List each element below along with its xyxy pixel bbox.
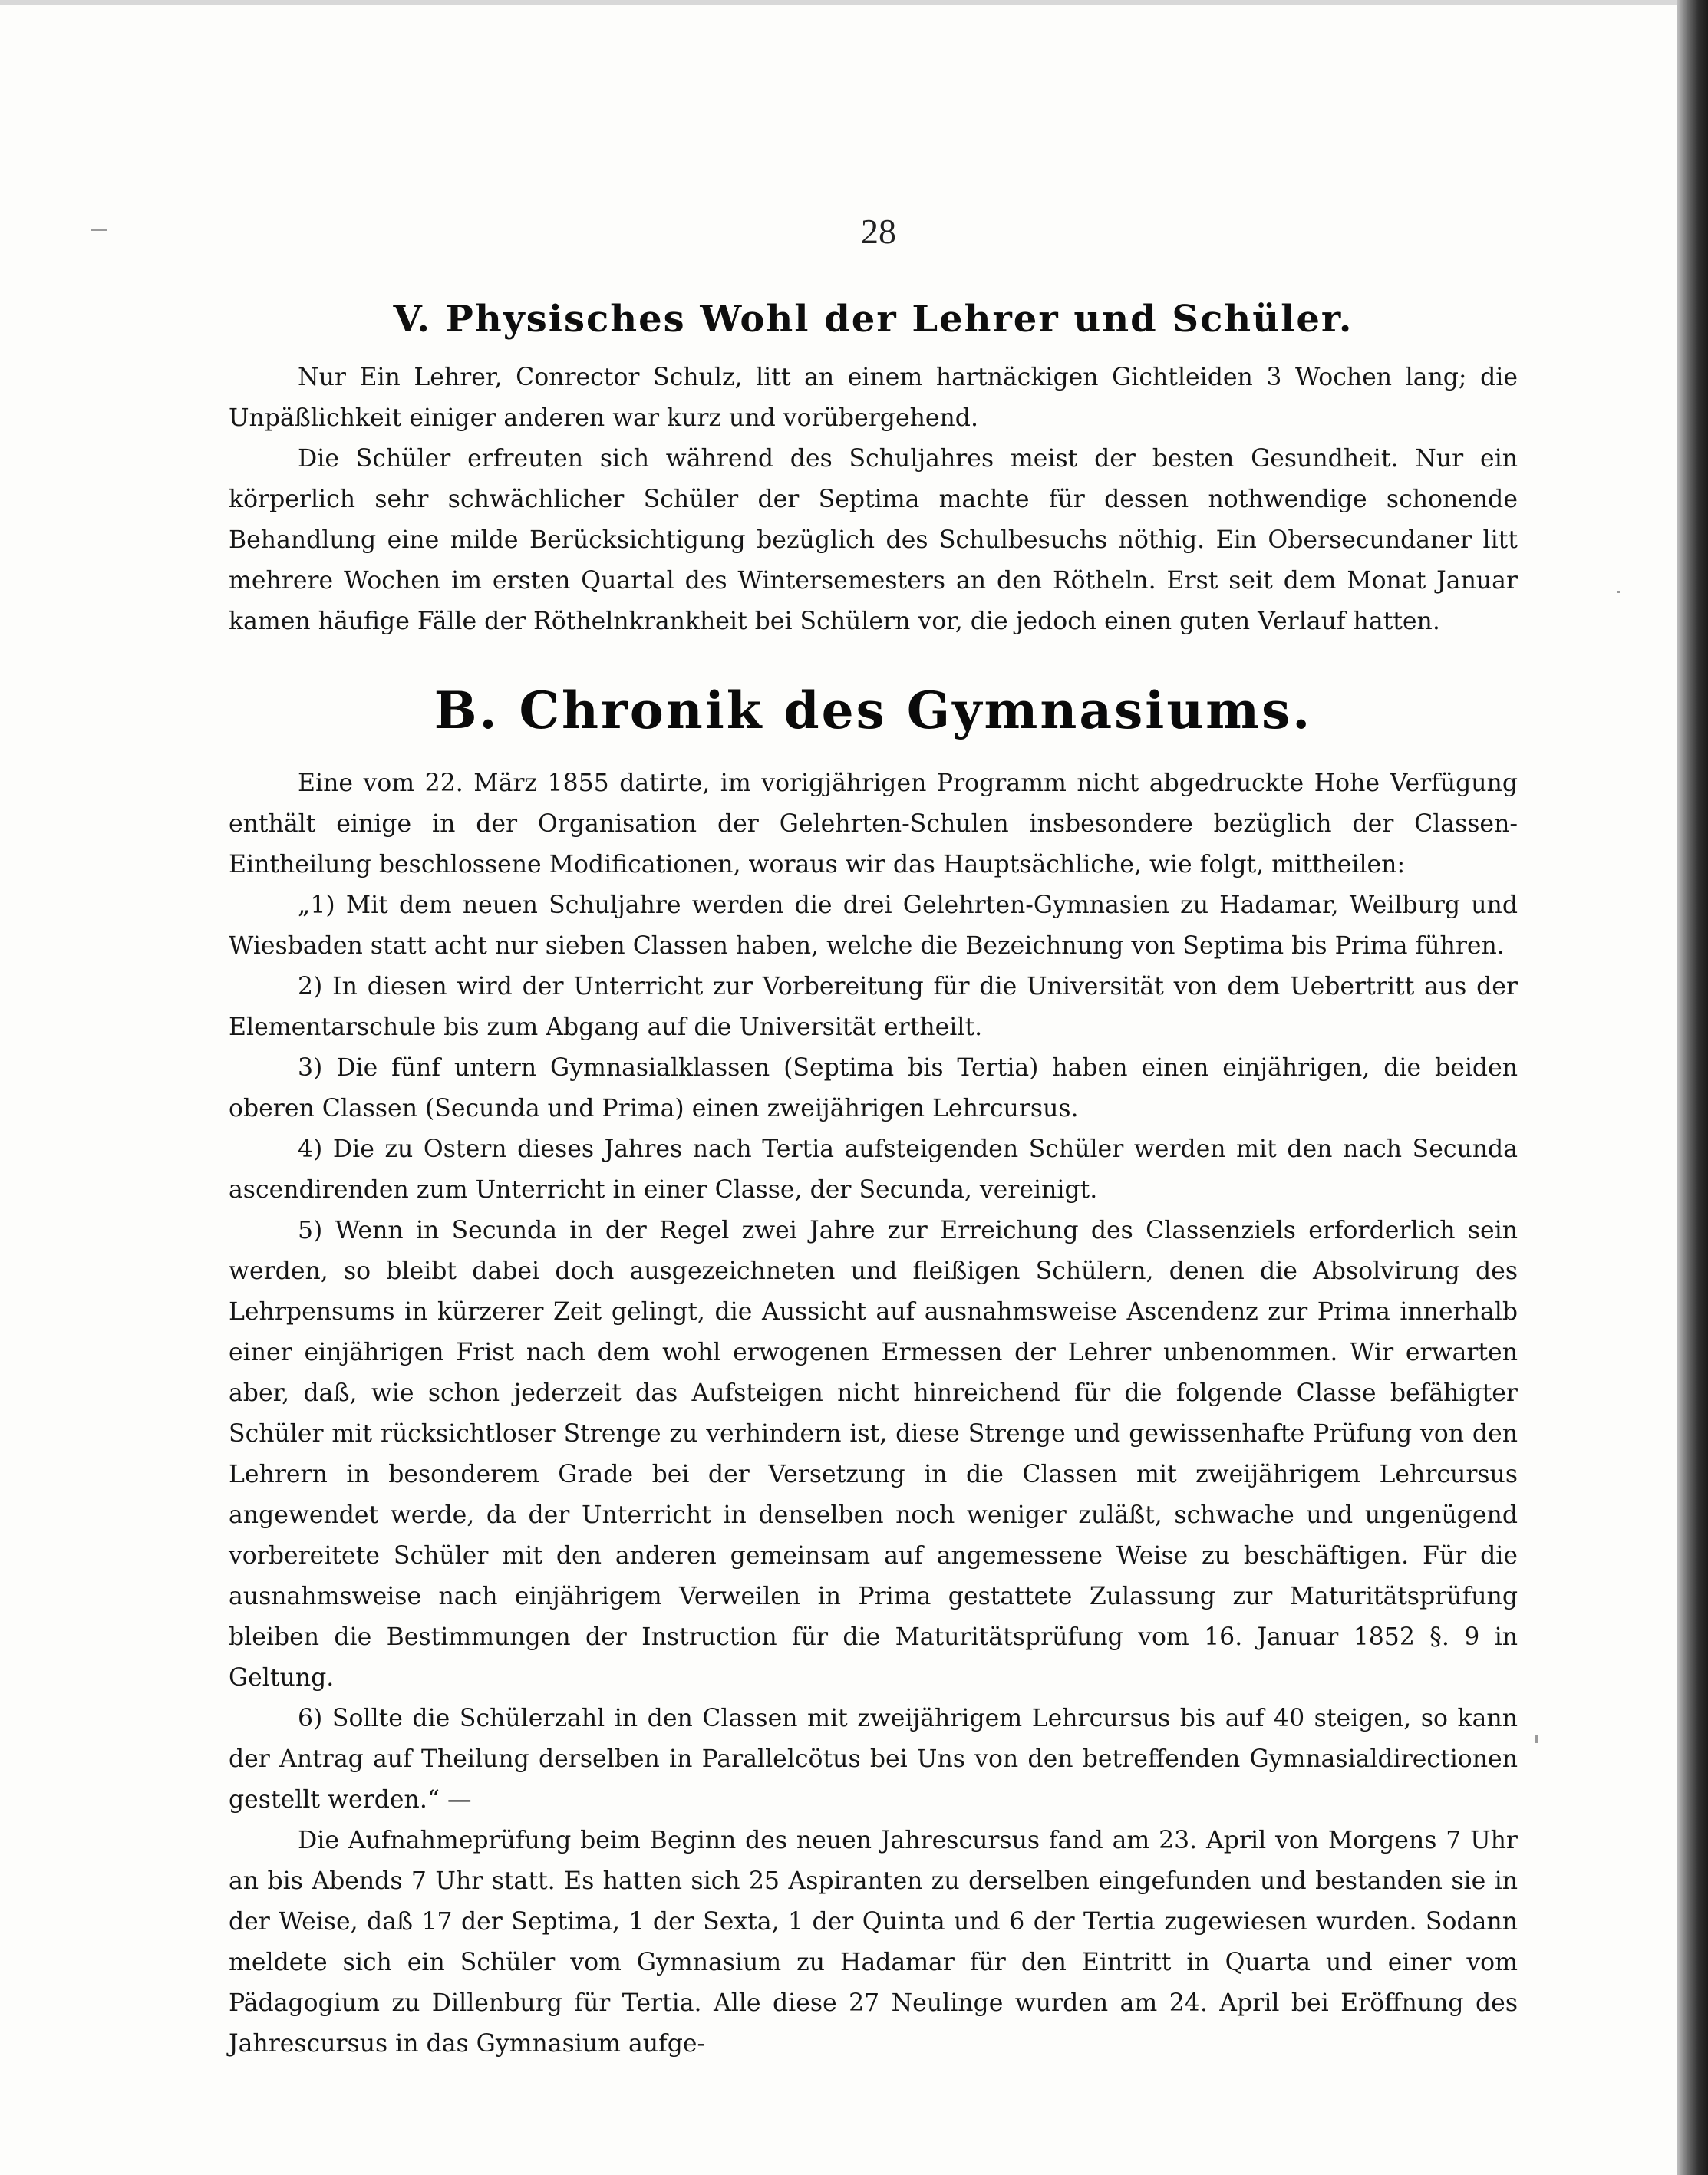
main-text — [229, 284, 1518, 2065]
scan-speck — [91, 229, 107, 231]
scan-border-top — [0, 0, 1708, 5]
paragraph: 3) Die fünf untern Gymnasialklassen (Septima bis Tertia) haben einen einjährigen, die beiden oberen Classen (Secunda und Prima) einen zweijährigen Lehrcursus. — [229, 1054, 1518, 1122]
scan-speck — [1617, 591, 1620, 593]
section-heading-chronicle: B. Chronik des Gymnasiums. — [434, 681, 1313, 740]
paragraph: 6) Sollte die Schülerzahl in den Classen mit zweijährigem Lehrcursus bis auf 40 steigen, so kann der Antrag auf Theilung derselben in Parallelcötus bei Uns von den betreffenden Gymnasialdirectionen gestellt werden.“ — — [229, 1705, 1518, 1814]
paragraph: 4) Die zu Ostern dieses Jahres nach Tertia aufsteigenden Schüler werden mit den nach Secunda ascendirenden zum Unterricht in einer Classe, der Secunda, vereinigt. — [229, 1135, 1518, 1204]
scan-speck — [1535, 1735, 1538, 1743]
page-number: 28 — [861, 212, 896, 251]
paragraph: 2) In diesen wird der Unterricht zur Vorbereitung für die Universität von dem Uebertritt aus der Elementarschule bis zum Abgang auf die Universität ertheilt. — [229, 973, 1518, 1041]
scan-border-right — [1677, 0, 1708, 2175]
paragraph: Eine vom 22. März 1855 datirte, im vorigjährigen Programm nicht abgedruckte Hohe Verfügung enthält einige in der Organisation der Gelehrten-Schulen insbesondere bezüglich der Classen-Eintheilung beschlossene Modificationen, woraus wir das Hauptsächliche, wie folgt, mittheilen: — [229, 769, 1518, 878]
paragraph: Die Aufnahmeprüfung beim Beginn des neuen Jahrescursus fand am 23. April von Morgens 7 Uhr an bis Abends 7 Uhr statt. Es hatten sich 25 Aspiranten zu derselben eingefunden und bestanden sie in der Weise, daß 17 der Septima, 1 der Sexta, 1 der Quinta und 6 der Tertia zugewiesen wurden. Sodann meldete sich ein Schüler vom Gymnasium zu Hadamar für den Eintritt in Quarta und einer vom Pädagogium zu Dillenburg für Tertia. Alle diese 27 Neulinge wurden am 24. April bei Eröffnung des Jahrescursus in das Gymnasium aufge- — [229, 1827, 1518, 2058]
paragraph: Die Schüler erfreuten sich während des Schuljahres meist der besten Gesundheit. Nur ein körperlich sehr schwächlicher Schüler der Septima machte für dessen nothwendige schonende Behandlung eine milde Berücksichtigung bezüglich des Schulbesuchs nöthig. Ein Obersecundaner litt mehrere Wochen im ersten Quartal des Wintersemesters an den Rötheln. Erst seit dem Monat Januar kamen häufige Fälle der Röthelnkrankheit bei Schülern vor, die jedoch einen guten Verlauf hatten. — [229, 445, 1518, 635]
paragraph: „1) Mit dem neuen Schuljahre werden die drei Gelehrten-Gymnasien zu Hadamar, Weilburg und Wiesbaden statt acht nur sieben Classen haben, welche die Bezeichnung von Septima bis Prima führen. — [229, 891, 1518, 960]
paragraph: 5) Wenn in Secunda in der Regel zwei Jahre zur Erreichung des Classenziels erforderlich sein werden, so bleibt dabei doch ausgezeichneten und fleißigen Schülern, denen die Absolvirung des Lehrpensums in kürzerer Zeit gelingt, die Aussicht auf ausnahmsweise Ascendenz zur Prima innerhalb einer einjährigen Frist nach dem wohl erwogenen Ermessen der Lehrer unbenommen. Wir erwarten aber, daß, wie schon jederzeit das Aufsteigen nicht hinreichend für die folgende Classe befähigter Schüler mit rücksichtloser Strenge zu verhindern ist, diese Strenge und gewissenhafte Prüfung von den Lehrern in besonderem Grade bei der Versetzung in die Classen mit zweijährigem Lehrcursus angewendet werde, da der Unterricht in denselben noch weniger zuläßt, schwache und ungenügend vorbereitete Schüler mit den anderen gemeinsam auf angemessene Weise zu beschäftigen. Für die ausnahmsweise nach einjährigem Verweilen in Prima gestattete Zulassung zur Maturitätsprüfung bleiben die Bestimmungen der Instruction für die Maturitätsprüfung vom 16. Januar 1852 §. 9 in Geltung. — [229, 1217, 1518, 1692]
paragraph: Nur Ein Lehrer, Conrector Schulz, litt an einem hartnäckigen Gichtleiden 3 Wochen lang; die Unpäßlichkeit einiger anderen war kurz und vorübergehend. — [229, 364, 1518, 432]
section-heading-physical-wellbeing: V. Physisches Wohl der Lehrer und Schüler. — [393, 298, 1354, 341]
